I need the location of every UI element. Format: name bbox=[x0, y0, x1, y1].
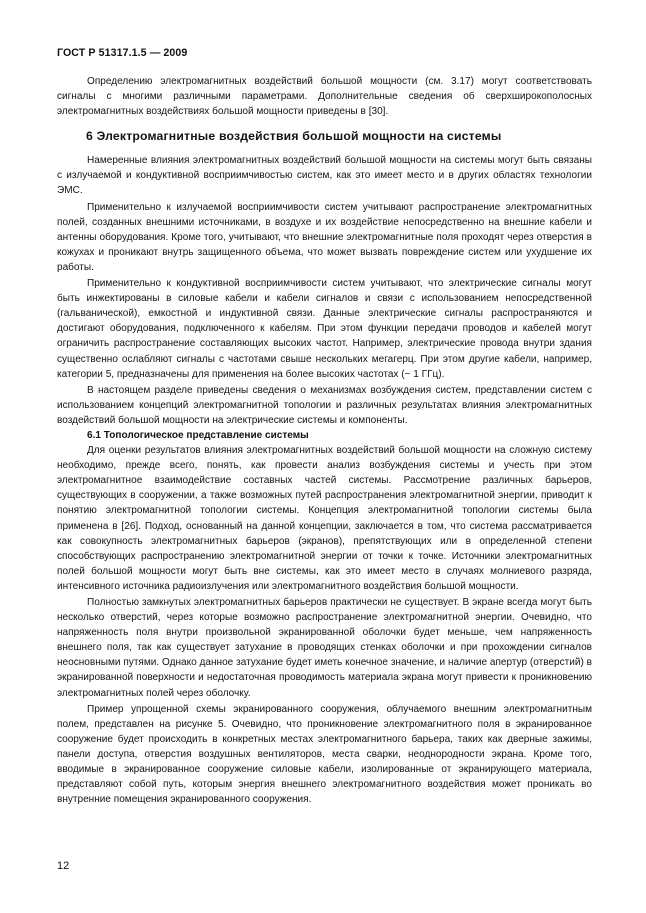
page-body bbox=[57, 74, 592, 807]
body-paragraph: Полностью замкнутых электромагнитных барьеров практически не существует. В экране всегда могут быть несколько отверстий, через которые возможно распространение электромагнитной энергии. Очевидно, что напряженность поля внутри произвольной экранированной оболочки будет меньше, чем напряженность внешнего поля, так как существует затухание в проводящих стенках оболочки и при прохождении сигналов неосновными путями. Однако данное затухание будет иметь конечное значение, и наличие апертур (отверстий) в экранированной поверхности и недостаточная проводимость материала экрана могут привести к проникновению электромагнитных полей через оболочку. bbox=[57, 597, 592, 699]
section-heading: 6 Электромагнитные воздействия большой мощности на системы bbox=[86, 129, 502, 144]
subsection-heading: 6.1 Топологическое представление системы bbox=[87, 429, 309, 441]
body-paragraph: Применительно к кондуктивной восприимчивости систем учитывают, что электрические сигналы могут быть инжектированы в силовые кабели и кабели сигналов и связи с использованием непосредственной (гальванической), емкостной и индуктивной связи. Данные электрические сигналы распространяются и достигают оборудования, подключенного к кабелям. При этом функции передачи проводов и кабелей могут ограничить распространение составляющих высоких частот. Например, электрические провода внутри здания существенно ослабляют сигналы с частотами свыше нескольких мегагерц. При этом другие кабели, например, категории 5, предназначены для применения на более высоких частотах (~ 1 ГГц). bbox=[57, 278, 592, 380]
body-paragraph: Определению электромагнитных воздействий большой мощности (см. 3.17) могут соответствовать сигналы с многими различными параметрами. Дополнительные сведения об сверхширокополосных электромагнитных воздействиях большой мощности приведены в [30]. bbox=[57, 76, 592, 118]
document-header: ГОСТ Р 51317.1.5 — 2009 bbox=[57, 47, 188, 59]
body-paragraph: Пример упрощенной схемы экранированного сооружения, облучаемого внешним электромагнитным полем, представлен на рисунке 5. Очевидно, что проникновение электромагнитного поля в экранированное сооружение будет происходить в конкретных местах электромагнитного барьера, таких как дверные зажимы, панели доступа, отверстия воздушных вентиляторов, места сварки, неоднородности экрана. Кроме того, вводимые в экранированное сооружение силовые кабели, изолированные от экранирующего материала, представляют собой путь, которым энергия внешнего электромагнитного воздействия может проникать во внутренние помещения экранированного сооружения. bbox=[57, 703, 592, 806]
body-paragraph: Для оценки результатов влияния электромагнитных воздействий большой мощности на сложную систему необходимо, прежде всего, понять, как провести анализ возбуждения системы и учесть при этом электромагнитное взаимодействие составных частей системы. Рассмотрение различных барьеров, существующих в сооружении, а также возможных путей распространения электромагнитной энергии, приводит к понятию электромагнитной топологии системы. Концепция электромагнитной топологии системы была применена в [26]. Подход, основанный на данной концепции, заключается в том, что система рассматривается как совокупность электромагнитных барьеров (экранов), препятствующих или в определенной степени способствующих распространению электромагнитной энергии от точки к точке. Источники электромагнитных полей большой мощности могут быть вне системы, как это имеет место в случаях молниевого разряда, интенсивного источника радиоизлучения или электромагнитного воздействия большой мощности. bbox=[57, 445, 592, 592]
body-paragraph: В настоящем разделе приведены сведения о механизмах возбуждения систем, представлении систем с использованием концепций электромагнитной топологии и различных результатах влияния электромагнитных воздействий большой мощности на электрические системы и компоненты. bbox=[57, 384, 592, 426]
body-paragraph: Применительно к излучаемой восприимчивости систем учитывают распространение электромагнитных полей, созданных внешними источниками, в воздухе и их воздействие непосредственно на внешние кабели и антенны оборудования. Кроме того, учитывают, что внешние электромагнитные поля проходят через отверстия в кожухах и проникают внутрь защищенного объема, что может вызвать повреждение систем или ухудшение их работы. bbox=[57, 201, 592, 273]
page-number: 12 bbox=[57, 860, 70, 872]
body-paragraph: Намеренные влияния электромагнитных воздействий большой мощности на системы могут быть связаны с излучаемой и кондуктивной восприимчивостью систем, как это имеет место и в других областях технологии ЭМС. bbox=[57, 155, 592, 197]
